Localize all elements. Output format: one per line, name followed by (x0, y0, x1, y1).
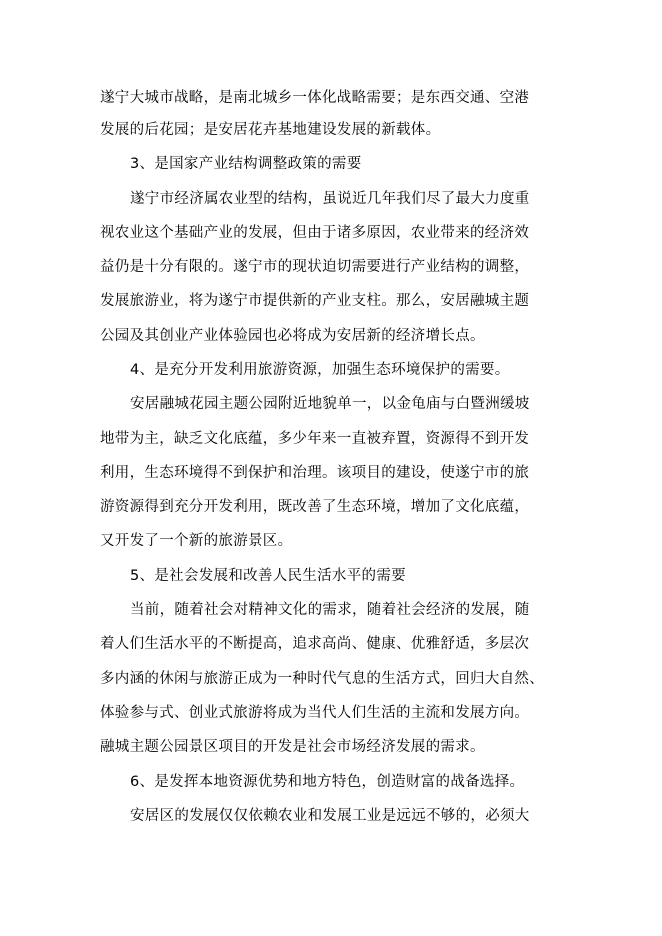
paragraph-line: 发展的后花园；是安居花卉基地建设发展的新载体。 (100, 122, 441, 138)
paragraph-line: 又开发了一个新的旅游景区。 (100, 533, 293, 549)
section-heading-3: 3、是国家产业结构调整政策的需要 (130, 156, 362, 172)
paragraph-line: 游资源得到充分开发利用，既改善了生态环境，增加了文化底蕴， (100, 499, 530, 515)
paragraph-line: 当前，随着社会对精神文化的需求，随着社会经济的发展，随 (130, 602, 530, 618)
paragraph-line: 遂宁大城市战略，是南北城乡一体化战略需要；是东西交通、空港 (100, 90, 530, 106)
paragraph-line: 安居融城花园主题公园附近地貌单一，以金龟庙与白暨洲缓坡 (130, 396, 530, 412)
paragraph-line: 地带为主，缺乏文化底蕴，多少年来一直被弃置，资源得不到开发 (100, 431, 530, 447)
paragraph-line: 着人们生活水平的不断提高，追求高尚、健康、优雅舒适，多层次 (100, 636, 530, 652)
section-heading-5: 5、是社会发展和改善人民生活水平的需要 (130, 568, 406, 584)
paragraph-line: 多内涵的休闲与旅游正成为一种时代气息的生活方式，回归大自然、 (100, 671, 544, 687)
section-heading-6: 6、是发挥本地资源优势和地方特色，创造财富的战备选择。 (130, 774, 525, 790)
paragraph-line: 发展旅游业，将为遂宁市提供新的产业支柱。那么，安居融城主题 (100, 293, 530, 309)
paragraph-line: 融城主题公园景区项目的开发是社会市场经济发展的需求。 (100, 739, 485, 755)
section-heading-4: 4、是充分开发利用旅游资源，加强生态环境保护的需要。 (130, 362, 510, 378)
paragraph-line: 体验参与式、创业式旅游将成为当代人们生活的主流和发展方向。 (100, 705, 530, 721)
paragraph-line: 安居区的发展仅仅依赖农业和发展工业是远远不够的，必须大 (130, 808, 530, 824)
paragraph-line: 公园及其创业产业体验园也必将成为安居新的经济增长点。 (100, 328, 485, 344)
paragraph-line: 视农业这个基础产业的发展，但由于诸多原因，农业带来的经济效 (100, 225, 530, 241)
paragraph-line: 利用，生态环境得不到保护和治理。该项目的建设，使遂宁市的旅 (100, 465, 530, 481)
paragraph-line: 遂宁市经济属农业型的结构，虽说近几年我们尽了最大力度重 (130, 191, 530, 207)
paragraph-line: 益仍是十分有限的。遂宁市的现状迫切需要进行产业结构的调整， (100, 259, 530, 275)
